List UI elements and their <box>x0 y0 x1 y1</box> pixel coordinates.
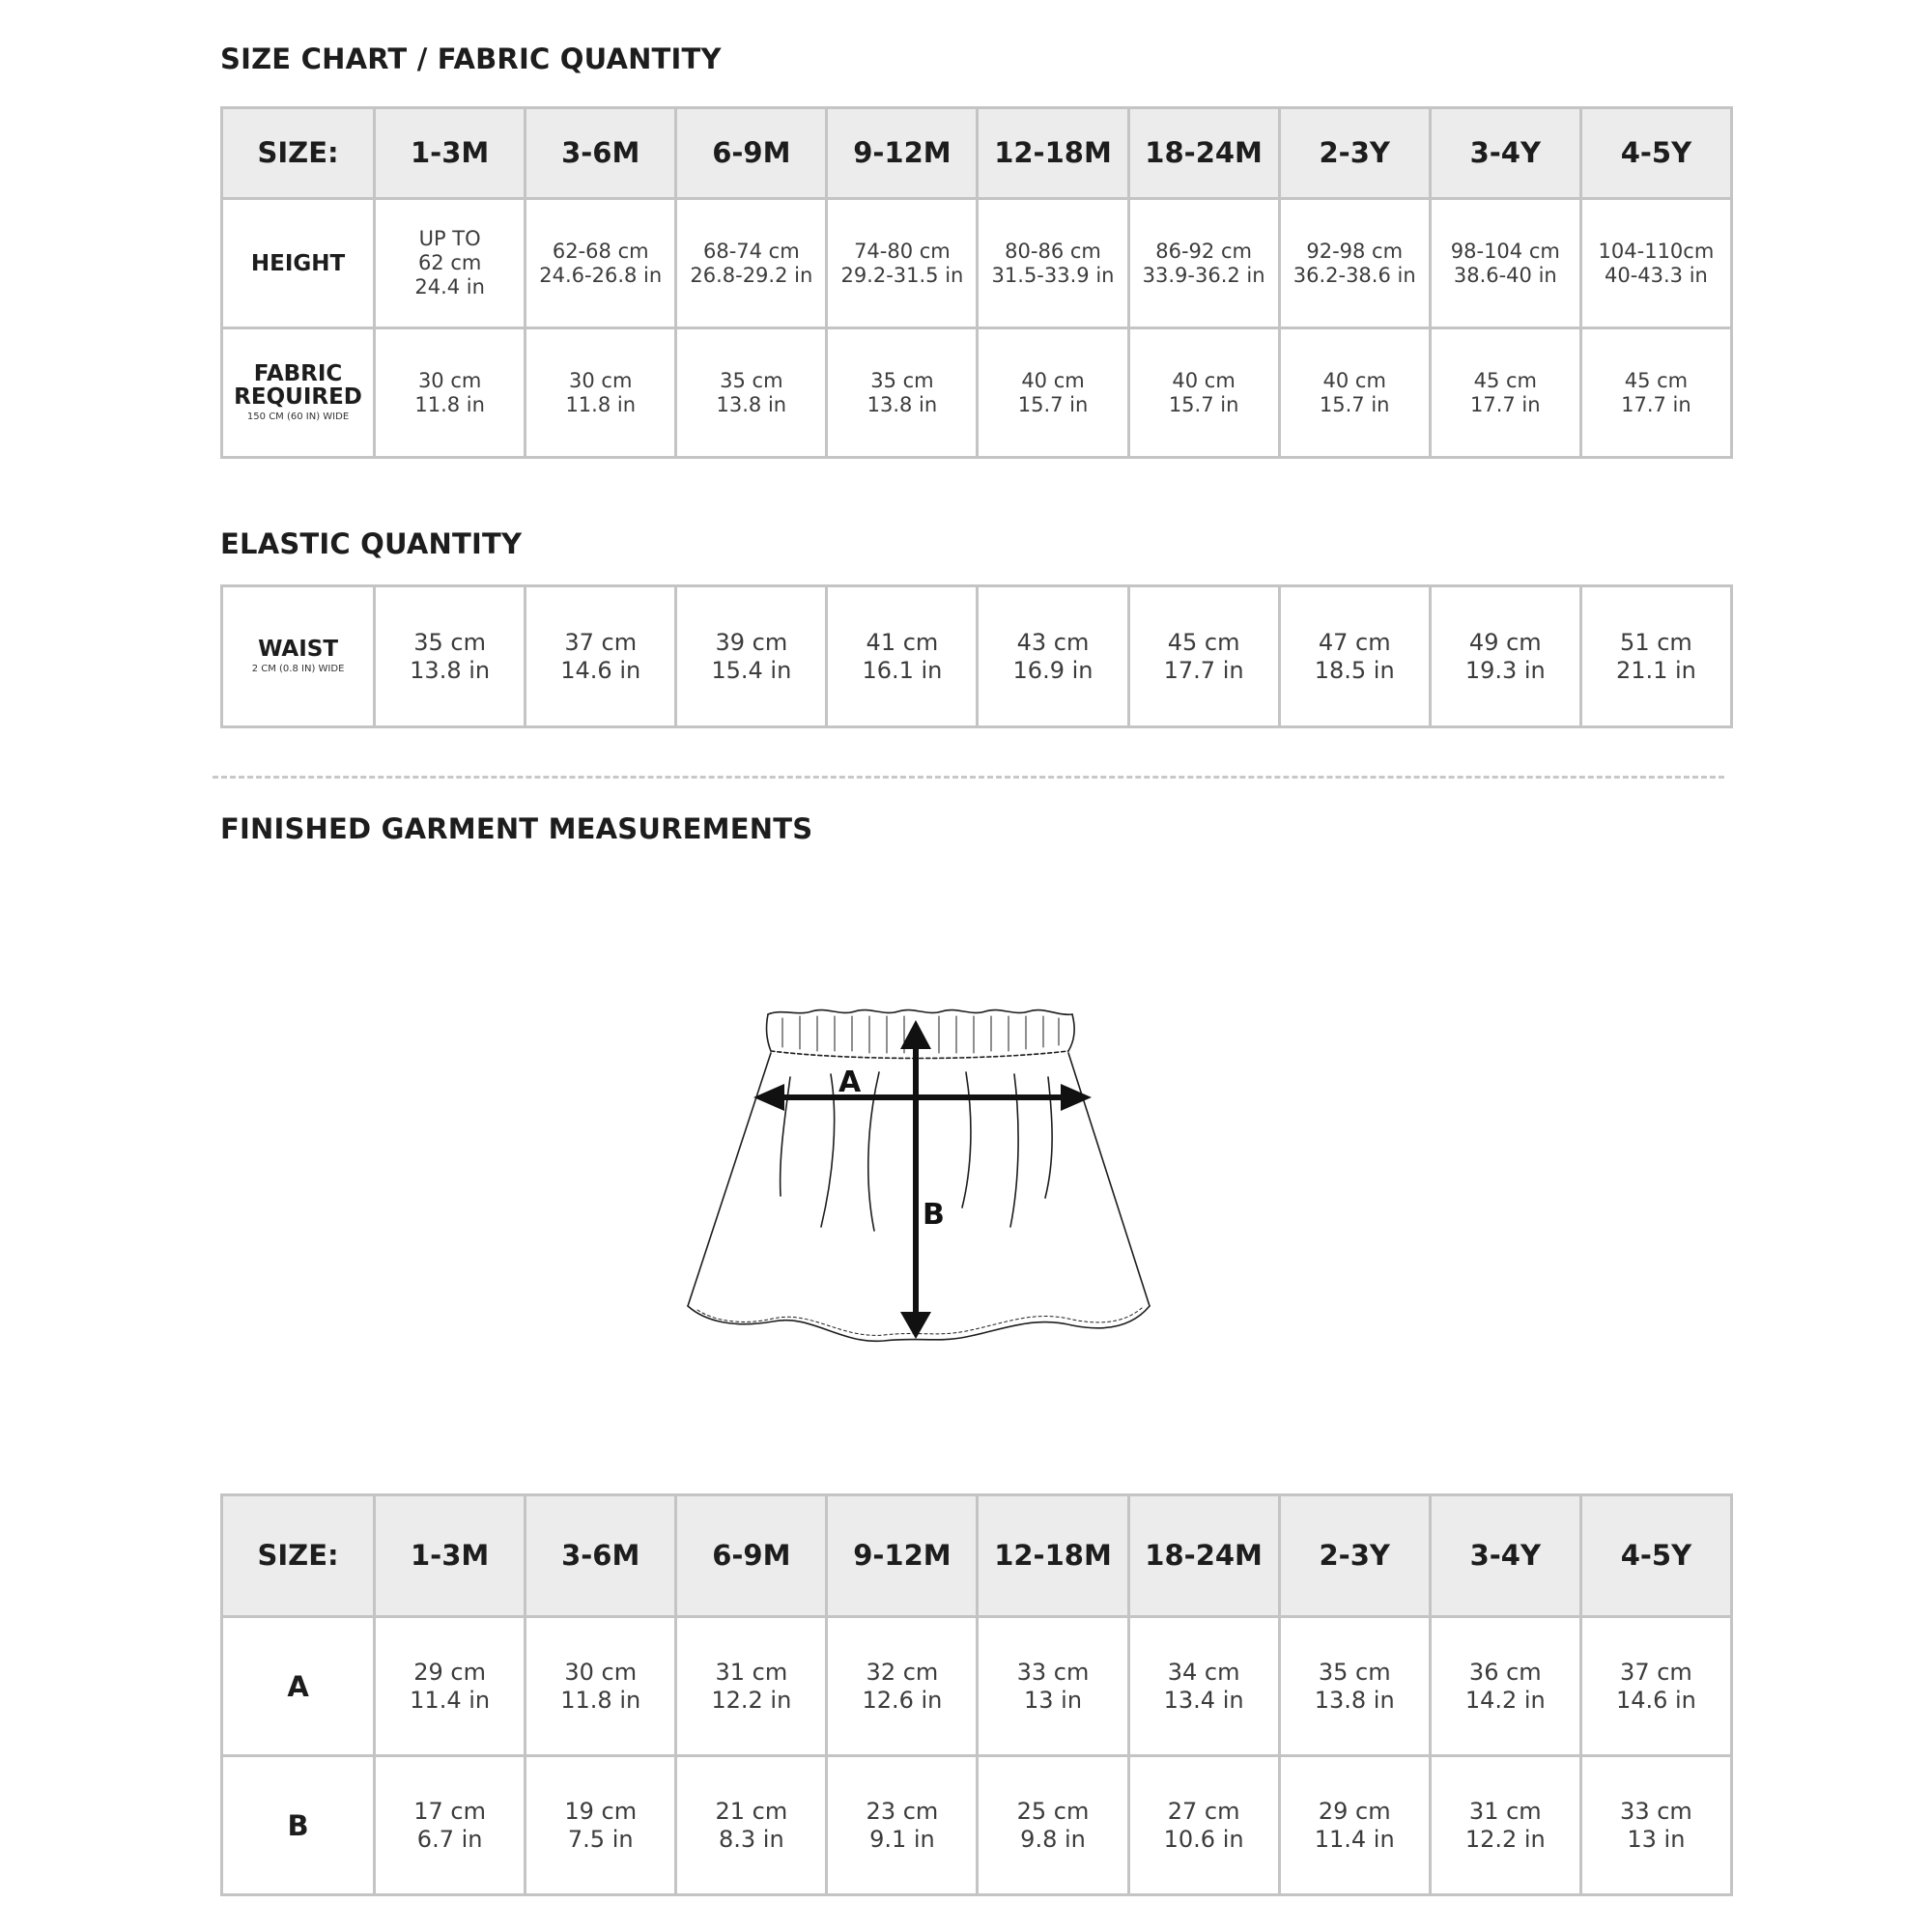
measurement-b-cell: 23 cm 9.1 in <box>827 1756 978 1895</box>
size-header: 6-9M <box>676 1495 827 1617</box>
size-header: 6-9M <box>676 108 827 199</box>
measurement-a-cell: 33 cm 13 in <box>978 1617 1128 1756</box>
waist-cell: 37 cm 14.6 in <box>526 586 676 727</box>
measurement-b-cell: 29 cm 11.4 in <box>1279 1756 1430 1895</box>
waist-note: 2 CM (0.8 IN) WIDE <box>251 663 345 674</box>
size-header: 18-24M <box>1128 108 1279 199</box>
measurement-a-label: A <box>222 1617 375 1756</box>
finished-header-row <box>222 1495 1732 1617</box>
height-cell: UP TO 62 cm 24.4 in <box>375 199 526 328</box>
arrow-a-right-head <box>1061 1084 1092 1111</box>
fabric-cell: 40 cm 15.7 in <box>978 328 1128 458</box>
measurement-a-cell: 32 cm 12.6 in <box>827 1617 978 1756</box>
label-b: B <box>923 1198 945 1232</box>
waist-cell: 49 cm 19.3 in <box>1430 586 1580 727</box>
measurement-a-cell: 36 cm 14.2 in <box>1430 1617 1580 1756</box>
measurement-a-cell: 37 cm 14.6 in <box>1580 1617 1731 1756</box>
size-header: 2-3Y <box>1279 108 1430 199</box>
waistband-right <box>1068 1014 1074 1051</box>
measurement-a-cell: 29 cm 11.4 in <box>375 1617 526 1756</box>
elastic-table <box>220 584 1733 728</box>
size-label: SIZE: <box>222 1495 375 1617</box>
skirt-diagram <box>676 995 1179 1352</box>
waist-cell: 51 cm 21.1 in <box>1580 586 1731 727</box>
height-cell: 86-92 cm 33.9-36.2 in <box>1128 199 1279 328</box>
waistband-top <box>768 1010 1072 1015</box>
height-cell: 98-104 cm 38.6-40 in <box>1430 199 1580 328</box>
fabric-note: 150 CM (60 IN) WIDE <box>246 411 350 422</box>
measurement-b-cell: 27 cm 10.6 in <box>1128 1756 1279 1895</box>
height-cell: 62-68 cm 24.6-26.8 in <box>526 199 676 328</box>
waist-cell: 35 cm 13.8 in <box>375 586 526 727</box>
size-header: 12-18M <box>978 1495 1128 1617</box>
height-cell: 92-98 cm 36.2-38.6 in <box>1279 199 1430 328</box>
size-header: 12-18M <box>978 108 1128 199</box>
section-divider <box>213 776 1724 779</box>
size-header: 1-3M <box>375 108 526 199</box>
arrow-b-bottom-head <box>900 1312 931 1339</box>
size-header: 1-3M <box>375 1495 526 1617</box>
arrow-b-top-head <box>900 1020 931 1049</box>
height-cell: 80-86 cm 31.5-33.9 in <box>978 199 1128 328</box>
measurement-b-cell: 33 cm 13 in <box>1580 1756 1731 1895</box>
fold-line <box>962 1072 971 1208</box>
size-header: 2-3Y <box>1279 1495 1430 1617</box>
fabric-cell: 30 cm 11.8 in <box>375 328 526 458</box>
size-header: 3-4Y <box>1430 1495 1580 1617</box>
height-cell: 68-74 cm 26.8-29.2 in <box>676 199 827 328</box>
height-cell: 104-110cm 40-43.3 in <box>1580 199 1731 328</box>
waist-cell: 41 cm 16.1 in <box>827 586 978 727</box>
fabric-label: FABRIC REQUIRED 150 CM (60 IN) WIDE <box>222 328 375 458</box>
height-cell: 74-80 cm 29.2-31.5 in <box>827 199 978 328</box>
size-header: 18-24M <box>1128 1495 1279 1617</box>
fabric-cell: 35 cm 13.8 in <box>676 328 827 458</box>
size-label: SIZE: <box>222 108 375 199</box>
fabric-cell: 40 cm 15.7 in <box>1279 328 1430 458</box>
measurement-a-cell: 34 cm 13.4 in <box>1128 1617 1279 1756</box>
fabric-cell: 40 cm 15.7 in <box>1128 328 1279 458</box>
measurement-b-row <box>222 1756 1732 1895</box>
waist-cell: 47 cm 18.5 in <box>1279 586 1430 727</box>
size-header: 4-5Y <box>1580 108 1731 199</box>
waist-cell: 43 cm 16.9 in <box>978 586 1128 727</box>
elastic-title: ELASTIC QUANTITY <box>220 527 523 560</box>
waist-label: WAIST 2 CM (0.8 IN) WIDE <box>222 586 375 727</box>
fabric-cell: 45 cm 17.7 in <box>1580 328 1731 458</box>
skirt-right-side <box>1068 1053 1150 1306</box>
waist-cell: 45 cm 17.7 in <box>1128 586 1279 727</box>
measurement-a-cell: 31 cm 12.2 in <box>676 1617 827 1756</box>
fabric-cell: 45 cm 17.7 in <box>1430 328 1580 458</box>
label-a: A <box>838 1065 862 1099</box>
measurement-b-cell: 25 cm 9.8 in <box>978 1756 1128 1895</box>
skirt-left-side <box>688 1053 771 1306</box>
measurement-a-cell: 30 cm 11.8 in <box>526 1617 676 1756</box>
size-header: 4-5Y <box>1580 1495 1731 1617</box>
waist-cell: 39 cm 15.4 in <box>676 586 827 727</box>
measurement-b-cell: 31 cm 12.2 in <box>1430 1756 1580 1895</box>
fabric-row <box>222 328 1732 458</box>
size-chart-title: SIZE CHART / FABRIC QUANTITY <box>220 43 722 75</box>
waistband-left <box>767 1014 771 1051</box>
fabric-cell: 35 cm 13.8 in <box>827 328 978 458</box>
height-label: HEIGHT <box>222 199 375 328</box>
measurement-b-cell: 21 cm 8.3 in <box>676 1756 827 1895</box>
size-header-row <box>222 108 1732 199</box>
measurement-a-cell: 35 cm 13.8 in <box>1279 1617 1430 1756</box>
measurement-b-cell: 19 cm 7.5 in <box>526 1756 676 1895</box>
size-header: 9-12M <box>827 1495 978 1617</box>
waistband-seam <box>771 1051 1068 1059</box>
measurement-a-row <box>222 1617 1732 1756</box>
measurement-b-cell: 17 cm 6.7 in <box>375 1756 526 1895</box>
arrow-a-left-head <box>753 1084 784 1111</box>
size-header: 3-6M <box>526 1495 676 1617</box>
finished-table <box>220 1493 1733 1896</box>
size-header: 3-4Y <box>1430 108 1580 199</box>
size-header: 9-12M <box>827 108 978 199</box>
finished-title: FINISHED GARMENT MEASUREMENTS <box>220 812 813 845</box>
measurement-b-label: B <box>222 1756 375 1895</box>
size-chart-table <box>220 106 1733 459</box>
fabric-cell: 30 cm 11.8 in <box>526 328 676 458</box>
waist-row <box>222 586 1732 727</box>
height-row <box>222 199 1732 328</box>
size-header: 3-6M <box>526 108 676 199</box>
